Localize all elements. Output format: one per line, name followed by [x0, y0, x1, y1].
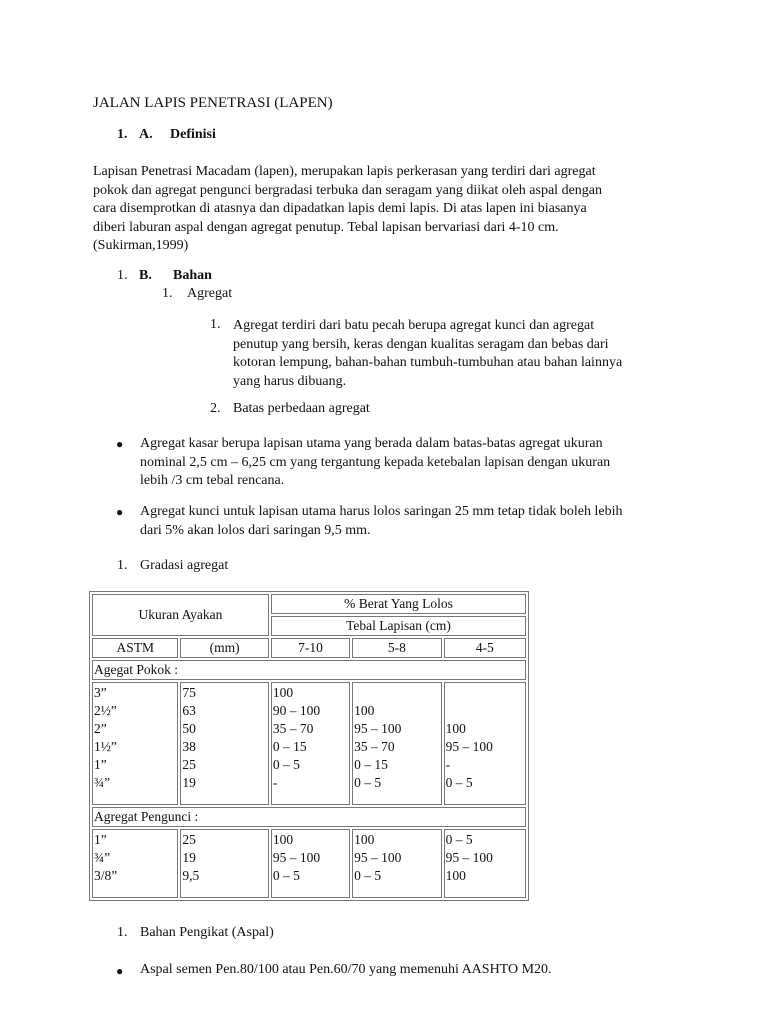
- table-cell-tebal-7-10: 100 90 – 100 35 – 70 0 – 15 0 – 5 -: [271, 682, 350, 805]
- definition-line: (Sukirman,1999): [93, 238, 189, 253]
- item-1-line: penutup yang bersih, keras dengan kualitas seragam dan bebas dari: [233, 336, 609, 352]
- table-cell-tebal-7-10: 100 95 – 100 0 – 5: [271, 829, 350, 898]
- definition-paragraph: [93, 163, 602, 256]
- bullet-icon: ●: [116, 505, 124, 519]
- bullet-1-text: [140, 435, 610, 491]
- pengikat-heading: Bahan Pengikat (Aspal): [140, 925, 274, 940]
- header-ukuran-ayakan: Ukuran Ayakan: [92, 594, 269, 636]
- bullet-aspal-text: Aspal semen Pen.80/100 atau Pen.60/70 yang memenuhi AASHTO M20.: [140, 962, 552, 977]
- bullet-1-line: Agregat kasar berupa lapisan utama yang berada dalam batas-batas agregat ukuran: [140, 436, 603, 451]
- item-1-number: 1.: [210, 317, 221, 332]
- bullet-1-line: nominal 2,5 cm – 6,25 cm yang tergantung kepada ketebalan lapisan dengan ukuran: [140, 454, 611, 470]
- document-title: JALAN LAPIS PENETRASI (LAPEN): [93, 95, 333, 111]
- bullet-1-line: lebih /3 cm tebal rencana.: [140, 473, 285, 488]
- table-cell-tebal-5-8: 100 95 – 100 35 – 70 0 – 15 0 – 5: [352, 682, 442, 805]
- table-cell-astm: 3” 2½” 2” 1½” 1” ¾”: [92, 682, 178, 805]
- section-b-number: 1.: [117, 268, 128, 283]
- section-b-letter: B.: [139, 268, 152, 283]
- pengikat-number: 1.: [117, 925, 128, 940]
- section-a-letter: A.: [139, 127, 153, 142]
- definition-line: pokok dan agregat pengunci bergradasi terbuka dan seragam yang diikat oleh aspal dengan: [93, 182, 603, 198]
- table-cell-tebal-5-8: 100 95 – 100 0 – 5: [352, 829, 442, 898]
- bullet-2-line: dari 5% akan lolos dari saringan 9,5 mm.: [140, 522, 371, 538]
- sub-item-agregat: Agregat: [187, 286, 233, 301]
- table-header-row: [92, 594, 526, 614]
- gradasi-number: 1.: [117, 558, 128, 573]
- item-1-line: Agregat terdiri dari batu pecah berupa agregat kunci dan agregat: [233, 318, 595, 333]
- table-cell-mm: 75 63 50 38 25 19: [180, 682, 268, 805]
- definition-line: Lapisan Penetrasi Macadam (lapen), merupakan lapis perkerasan yang terdiri dari agregat: [93, 164, 596, 179]
- header-tebal-4-5: 4-5: [444, 638, 526, 658]
- section-a-heading: Definisi: [170, 127, 216, 142]
- header-tebal-7-10: 7-10: [271, 638, 350, 658]
- section-b-heading: Bahan: [173, 268, 212, 283]
- gradation-table: [89, 591, 529, 901]
- gradasi-heading: Gradasi agregat: [140, 558, 229, 573]
- table-cell-astm: 1” ¾” 3/8”: [92, 829, 178, 898]
- bullet-icon: ●: [116, 964, 124, 978]
- item-1-line: yang harus dibuang.: [233, 373, 347, 389]
- table-cell-mm: 25 19 9,5: [180, 829, 268, 898]
- sub-item-number: 1.: [162, 286, 173, 301]
- table-cell-tebal-4-5: 0 – 5 95 – 100 100: [444, 829, 526, 898]
- definition-line: cara disemprotkan di atasnya dan dipadatkan lapis demi lapis. Di atas lapen ini biasanya: [93, 201, 587, 216]
- definition-line: diberi laburan aspal dengan agregat penutup. Tebal lapisan bervariasi dari 4-10 cm.: [93, 219, 559, 235]
- item-2-text: Batas perbedaan agregat: [233, 401, 370, 416]
- item-1-line: kotoran lempung, bahan-bahan tumbuh-tumbuhan atau bahan lainnya: [233, 355, 623, 370]
- table-row: [92, 829, 526, 898]
- table-group-row: [92, 660, 526, 680]
- table-header-row: [92, 638, 526, 658]
- table-row: [92, 682, 526, 805]
- bullet-2-line: Agregat kunci untuk lapisan utama harus lolos saringan 25 mm tetap tidak boleh lebih: [140, 504, 623, 519]
- header-mm: (mm): [180, 638, 268, 658]
- item-1-text: [233, 317, 622, 391]
- header-berat-lolos: % Berat Yang Lolos: [271, 594, 526, 614]
- group-label-agregat-pengunci: Agregat Pengunci :: [92, 807, 526, 827]
- table-group-row: [92, 807, 526, 827]
- table-cell-tebal-4-5: 100 95 – 100 - 0 – 5: [444, 682, 526, 805]
- section-a-number: 1.: [117, 127, 128, 142]
- item-2-number: 2.: [210, 401, 221, 416]
- header-tebal-5-8: 5-8: [352, 638, 442, 658]
- group-label-agregat-pokok: Agegat Pokok :: [92, 660, 526, 680]
- header-tebal-lapisan: Tebal Lapisan (cm): [271, 616, 526, 636]
- header-astm: ASTM: [92, 638, 178, 658]
- bullet-2-text: [140, 503, 623, 540]
- bullet-icon: ●: [116, 437, 124, 451]
